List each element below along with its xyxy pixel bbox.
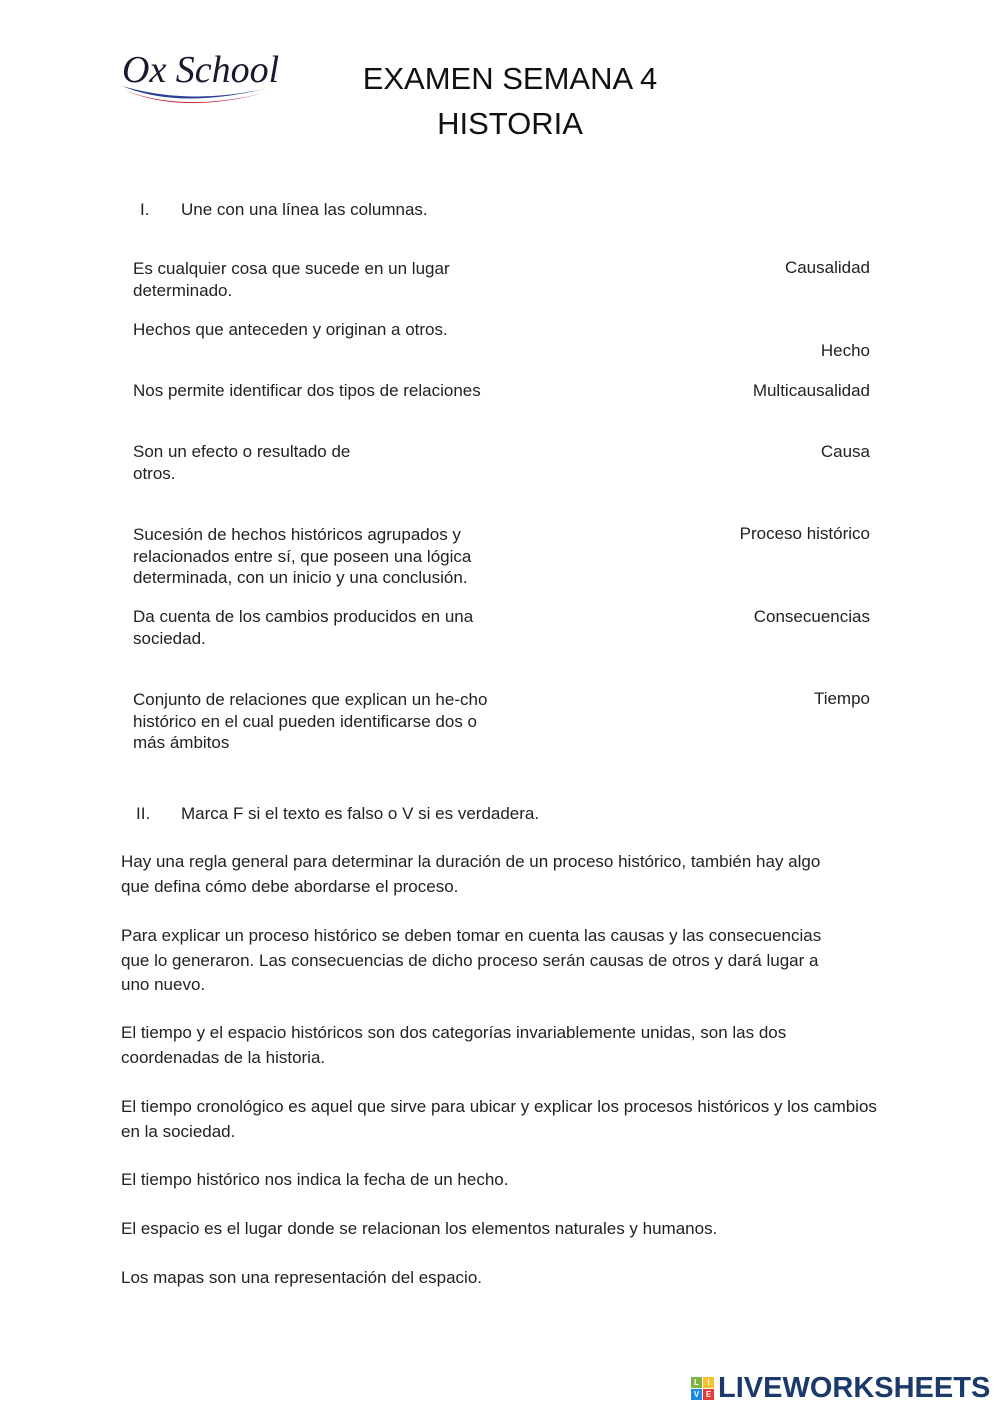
statement: El espacio es el lugar donde se relacionan los elementos naturales y humanos. bbox=[121, 1219, 718, 1238]
brand-name: LIVEWORKSHEETS bbox=[718, 1372, 991, 1404]
liveworksheets-logo bbox=[691, 1372, 990, 1405]
right-item: Causa bbox=[820, 442, 870, 461]
left-item: Conjunto de relaciones que explican un he-cho histórico en el cual pueden identificarse dos o más ámbitos bbox=[133, 690, 488, 752]
right-item: Proceso histórico bbox=[739, 524, 870, 543]
statement: El tiempo y el espacio históricos son dos categorías invariablemente unidas, son las dos coordenadas de la historia. bbox=[121, 1023, 787, 1067]
statement: Los mapas son una representación del espacio. bbox=[121, 1268, 483, 1287]
section1-instruction: Une con una línea las columnas. bbox=[181, 200, 428, 219]
logo-letter: L bbox=[691, 1377, 702, 1388]
left-item: Da cuenta de los cambios producidos en una sociedad. bbox=[133, 607, 474, 648]
statement: Hay una regla general para determinar la duración de un proceso histórico, también hay algo que defina cómo debe abordarse el proceso. bbox=[121, 852, 821, 896]
logo-text: Ox School bbox=[122, 49, 280, 91]
logo-swoosh-icon bbox=[120, 48, 280, 114]
right-item: Causalidad bbox=[784, 258, 870, 277]
section1-number: I. bbox=[140, 200, 150, 219]
right-item: Tiempo bbox=[813, 689, 870, 708]
left-item: Nos permite identificar dos tipos de relaciones bbox=[133, 381, 481, 400]
logo-letter: I bbox=[703, 1377, 714, 1388]
left-item: Sucesión de hechos históricos agrupados y relacionados entre sí, que poseen una lógica determinada, con un inicio y una conclusión. bbox=[133, 525, 472, 587]
logo-letter: V bbox=[691, 1389, 702, 1400]
subject-title: HISTORIA bbox=[437, 106, 583, 141]
right-item: Hecho bbox=[820, 341, 870, 360]
section2-number: II. bbox=[136, 804, 151, 823]
left-item: Son un efecto o resultado de otros. bbox=[133, 442, 351, 483]
live-blocks-icon bbox=[691, 1377, 714, 1400]
statement: El tiempo histórico nos indica la fecha de un hecho. bbox=[121, 1170, 509, 1189]
ox-school-logo bbox=[120, 48, 280, 114]
left-item: Es cualquier cosa que sucede en un lugar determinado. bbox=[133, 259, 450, 300]
section2-instruction: Marca F si el texto es falso o V si es verdadera. bbox=[181, 804, 540, 823]
statement: El tiempo cronológico es aquel que sirve para ubicar y explicar los procesos históricos y los cambios en la sociedad. bbox=[121, 1097, 877, 1141]
exam-title: EXAMEN SEMANA 4 bbox=[362, 61, 658, 96]
statement: Para explicar un proceso histórico se deben tomar en cuenta las causas y las consecuencias que lo generaron. Las consecuencias de dicho proceso serán causas de otros y dará lugar a uno nuevo. bbox=[121, 926, 822, 994]
right-item: Consecuencias bbox=[753, 607, 870, 626]
right-item: Multicausalidad bbox=[752, 381, 870, 400]
left-item: Hechos que anteceden y originan a otros. bbox=[133, 320, 448, 339]
logo-letter: E bbox=[703, 1389, 714, 1400]
